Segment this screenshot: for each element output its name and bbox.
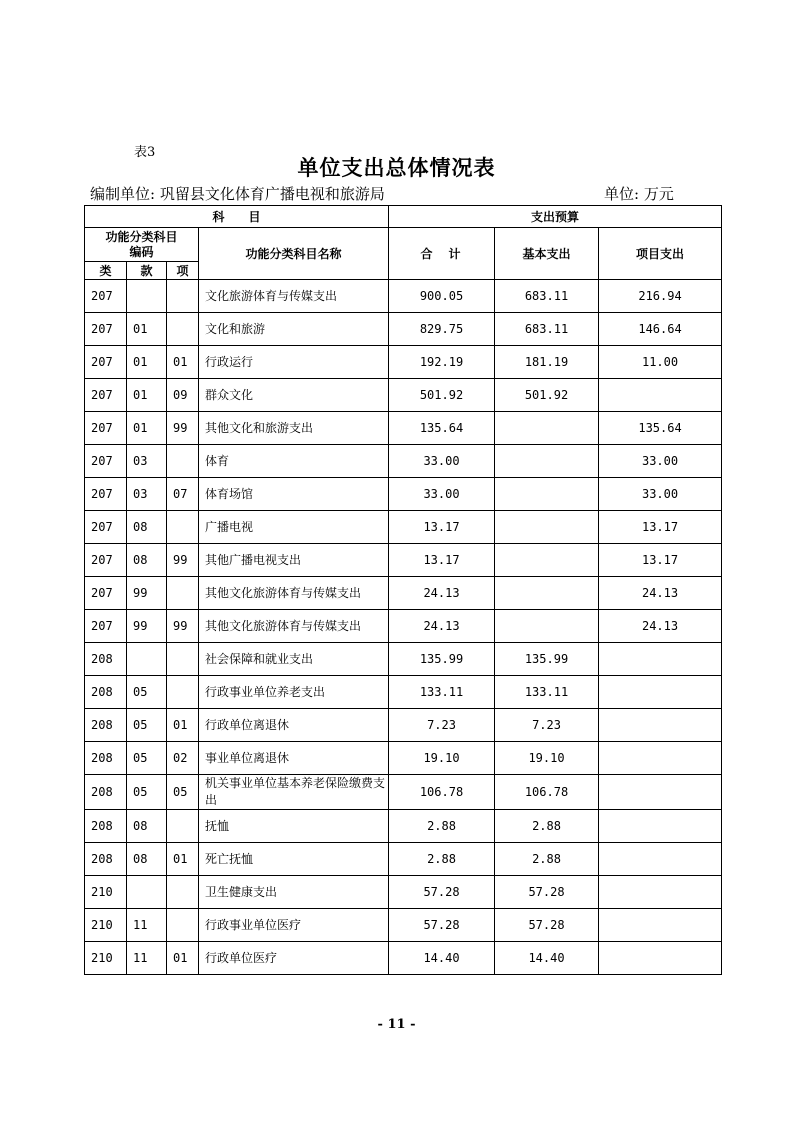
item-code-cell: 02 bbox=[167, 742, 199, 775]
basic-expenditure-cell: 683.11 bbox=[495, 313, 599, 346]
project-expenditure-cell bbox=[599, 843, 722, 876]
item-code-cell bbox=[167, 313, 199, 346]
item-code-cell: 01 bbox=[167, 942, 199, 975]
class-code-cell: 208 bbox=[85, 775, 127, 810]
section-code-cell: 01 bbox=[127, 313, 167, 346]
class-code-cell: 207 bbox=[85, 346, 127, 379]
project-expenditure-cell bbox=[599, 876, 722, 909]
table-label: 表3 bbox=[134, 145, 156, 160]
function-name-cell: 体育 bbox=[199, 445, 389, 478]
class-code-cell: 207 bbox=[85, 280, 127, 313]
function-name-cell: 行政单位医疗 bbox=[199, 942, 389, 975]
basic-expenditure-cell: 133.11 bbox=[495, 676, 599, 709]
table-row bbox=[85, 709, 722, 742]
class-code-cell: 207 bbox=[85, 478, 127, 511]
class-code-cell: 210 bbox=[85, 942, 127, 975]
section-code-cell: 08 bbox=[127, 810, 167, 843]
table-row bbox=[85, 346, 722, 379]
section-code-cell: 01 bbox=[127, 412, 167, 445]
class-code-cell: 208 bbox=[85, 742, 127, 775]
project-expenditure-cell: 146.64 bbox=[599, 313, 722, 346]
section-code-cell: 99 bbox=[127, 577, 167, 610]
section-code-cell: 99 bbox=[127, 610, 167, 643]
section-code-cell: 11 bbox=[127, 942, 167, 975]
function-name-cell: 机关事业单位基本养老保险缴费支出 bbox=[199, 775, 389, 810]
function-name-cell: 行政运行 bbox=[199, 346, 389, 379]
total-cell: 7.23 bbox=[389, 709, 495, 742]
project-expenditure-cell bbox=[599, 676, 722, 709]
class-code-cell: 208 bbox=[85, 676, 127, 709]
basic-expenditure-cell: 683.11 bbox=[495, 280, 599, 313]
project-expenditure-cell bbox=[599, 775, 722, 810]
total-cell: 2.88 bbox=[389, 810, 495, 843]
total-cell: 33.00 bbox=[389, 445, 495, 478]
total-cell: 106.78 bbox=[389, 775, 495, 810]
basic-expenditure-cell bbox=[495, 511, 599, 544]
section-code-cell: 08 bbox=[127, 544, 167, 577]
project-expenditure-cell: 11.00 bbox=[599, 346, 722, 379]
basic-expenditure-cell: 135.99 bbox=[495, 643, 599, 676]
item-code-cell bbox=[167, 676, 199, 709]
project-expenditure-cell: 33.00 bbox=[599, 445, 722, 478]
table-row bbox=[85, 610, 722, 643]
header-subject: 科 目 bbox=[85, 206, 389, 228]
function-name-cell: 事业单位离退休 bbox=[199, 742, 389, 775]
function-name-cell: 其他文化和旅游支出 bbox=[199, 412, 389, 445]
header-function-name: 功能分类科目名称 bbox=[199, 228, 389, 280]
table-row bbox=[85, 775, 722, 810]
section-code-cell: 05 bbox=[127, 676, 167, 709]
class-code-cell: 208 bbox=[85, 709, 127, 742]
expenditure-table bbox=[84, 205, 722, 975]
basic-expenditure-cell: 181.19 bbox=[495, 346, 599, 379]
basic-expenditure-cell: 2.88 bbox=[495, 843, 599, 876]
section-code-cell: 03 bbox=[127, 445, 167, 478]
class-code-cell: 210 bbox=[85, 876, 127, 909]
header-basic: 基本支出 bbox=[495, 228, 599, 280]
project-expenditure-cell bbox=[599, 742, 722, 775]
table-row bbox=[85, 511, 722, 544]
class-code-cell: 207 bbox=[85, 511, 127, 544]
item-code-cell bbox=[167, 909, 199, 942]
project-expenditure-cell bbox=[599, 909, 722, 942]
table-row bbox=[85, 412, 722, 445]
compiling-unit: 编制单位: 巩留县文化体育广播电视和旅游局 bbox=[90, 185, 385, 203]
total-cell: 2.88 bbox=[389, 843, 495, 876]
function-name-cell: 其他广播电视支出 bbox=[199, 544, 389, 577]
function-name-cell: 行政事业单位养老支出 bbox=[199, 676, 389, 709]
section-code-cell: 08 bbox=[127, 843, 167, 876]
table-row bbox=[85, 810, 722, 843]
function-name-cell: 文化和旅游 bbox=[199, 313, 389, 346]
header-section: 款 bbox=[127, 262, 167, 280]
table-row bbox=[85, 843, 722, 876]
function-name-cell: 死亡抚恤 bbox=[199, 843, 389, 876]
section-code-cell bbox=[127, 876, 167, 909]
total-cell: 829.75 bbox=[389, 313, 495, 346]
item-code-cell bbox=[167, 511, 199, 544]
project-expenditure-cell: 13.17 bbox=[599, 511, 722, 544]
class-code-cell: 207 bbox=[85, 379, 127, 412]
function-name-cell: 社会保障和就业支出 bbox=[199, 643, 389, 676]
project-expenditure-cell: 24.13 bbox=[599, 577, 722, 610]
section-code-cell bbox=[127, 280, 167, 313]
page-title: 单位支出总体情况表 bbox=[297, 156, 496, 180]
table-row bbox=[85, 676, 722, 709]
table-row bbox=[85, 577, 722, 610]
item-code-cell bbox=[167, 876, 199, 909]
class-code-cell: 210 bbox=[85, 909, 127, 942]
basic-expenditure-cell: 2.88 bbox=[495, 810, 599, 843]
header-expenditure-budget: 支出预算 bbox=[389, 206, 722, 228]
total-cell: 135.64 bbox=[389, 412, 495, 445]
table-row bbox=[85, 445, 722, 478]
basic-expenditure-cell bbox=[495, 478, 599, 511]
header-item: 项 bbox=[167, 262, 199, 280]
basic-expenditure-cell bbox=[495, 412, 599, 445]
total-cell: 501.92 bbox=[389, 379, 495, 412]
table-row bbox=[85, 942, 722, 975]
table-row bbox=[85, 742, 722, 775]
class-code-cell: 208 bbox=[85, 643, 127, 676]
basic-expenditure-cell bbox=[495, 577, 599, 610]
basic-expenditure-cell bbox=[495, 544, 599, 577]
class-code-cell: 207 bbox=[85, 544, 127, 577]
item-code-cell: 01 bbox=[167, 709, 199, 742]
project-expenditure-cell bbox=[599, 709, 722, 742]
total-cell: 135.99 bbox=[389, 643, 495, 676]
class-code-cell: 207 bbox=[85, 577, 127, 610]
class-code-cell: 207 bbox=[85, 313, 127, 346]
section-code-cell: 11 bbox=[127, 909, 167, 942]
project-expenditure-cell bbox=[599, 643, 722, 676]
table-row bbox=[85, 909, 722, 942]
table-row bbox=[85, 544, 722, 577]
function-name-cell: 文化旅游体育与传媒支出 bbox=[199, 280, 389, 313]
function-name-cell: 行政事业单位医疗 bbox=[199, 909, 389, 942]
item-code-cell bbox=[167, 810, 199, 843]
header-total: 合 计 bbox=[389, 228, 495, 280]
section-code-cell: 05 bbox=[127, 775, 167, 810]
function-name-cell: 其他文化旅游体育与传媒支出 bbox=[199, 577, 389, 610]
total-cell: 19.10 bbox=[389, 742, 495, 775]
item-code-cell: 99 bbox=[167, 544, 199, 577]
total-cell: 13.17 bbox=[389, 544, 495, 577]
section-code-cell: 05 bbox=[127, 742, 167, 775]
project-expenditure-cell bbox=[599, 942, 722, 975]
function-name-cell: 其他文化旅游体育与传媒支出 bbox=[199, 610, 389, 643]
item-code-cell: 99 bbox=[167, 412, 199, 445]
basic-expenditure-cell bbox=[495, 445, 599, 478]
class-code-cell: 207 bbox=[85, 610, 127, 643]
project-expenditure-cell: 13.17 bbox=[599, 544, 722, 577]
total-cell: 33.00 bbox=[389, 478, 495, 511]
project-expenditure-cell bbox=[599, 379, 722, 412]
class-code-cell: 208 bbox=[85, 810, 127, 843]
project-expenditure-cell: 216.94 bbox=[599, 280, 722, 313]
header-class: 类 bbox=[85, 262, 127, 280]
item-code-cell: 99 bbox=[167, 610, 199, 643]
total-cell: 57.28 bbox=[389, 909, 495, 942]
section-code-cell: 05 bbox=[127, 709, 167, 742]
table-row bbox=[85, 379, 722, 412]
item-code-cell bbox=[167, 643, 199, 676]
table-row bbox=[85, 876, 722, 909]
table-row bbox=[85, 643, 722, 676]
item-code-cell: 01 bbox=[167, 843, 199, 876]
function-name-cell: 群众文化 bbox=[199, 379, 389, 412]
basic-expenditure-cell: 19.10 bbox=[495, 742, 599, 775]
project-expenditure-cell bbox=[599, 810, 722, 843]
section-code-cell bbox=[127, 643, 167, 676]
total-cell: 14.40 bbox=[389, 942, 495, 975]
basic-expenditure-cell: 501.92 bbox=[495, 379, 599, 412]
project-expenditure-cell: 33.00 bbox=[599, 478, 722, 511]
project-expenditure-cell: 135.64 bbox=[599, 412, 722, 445]
function-name-cell: 体育场馆 bbox=[199, 478, 389, 511]
total-cell: 900.05 bbox=[389, 280, 495, 313]
table-row bbox=[85, 280, 722, 313]
basic-expenditure-cell: 14.40 bbox=[495, 942, 599, 975]
section-code-cell: 08 bbox=[127, 511, 167, 544]
unit-label: 单位: 万元 bbox=[604, 185, 674, 203]
table-row bbox=[85, 478, 722, 511]
function-name-cell: 抚恤 bbox=[199, 810, 389, 843]
total-cell: 57.28 bbox=[389, 876, 495, 909]
basic-expenditure-cell bbox=[495, 610, 599, 643]
item-code-cell: 05 bbox=[167, 775, 199, 810]
total-cell: 24.13 bbox=[389, 577, 495, 610]
item-code-cell: 09 bbox=[167, 379, 199, 412]
item-code-cell: 07 bbox=[167, 478, 199, 511]
project-expenditure-cell: 24.13 bbox=[599, 610, 722, 643]
basic-expenditure-cell: 106.78 bbox=[495, 775, 599, 810]
item-code-cell bbox=[167, 445, 199, 478]
section-code-cell: 01 bbox=[127, 346, 167, 379]
function-name-cell: 广播电视 bbox=[199, 511, 389, 544]
section-code-cell: 03 bbox=[127, 478, 167, 511]
item-code-cell bbox=[167, 280, 199, 313]
item-code-cell: 01 bbox=[167, 346, 199, 379]
basic-expenditure-cell: 57.28 bbox=[495, 909, 599, 942]
section-code-cell: 01 bbox=[127, 379, 167, 412]
total-cell: 133.11 bbox=[389, 676, 495, 709]
item-code-cell bbox=[167, 577, 199, 610]
class-code-cell: 207 bbox=[85, 445, 127, 478]
function-name-cell: 行政单位离退休 bbox=[199, 709, 389, 742]
class-code-cell: 207 bbox=[85, 412, 127, 445]
basic-expenditure-cell: 7.23 bbox=[495, 709, 599, 742]
basic-expenditure-cell: 57.28 bbox=[495, 876, 599, 909]
page-number: - 11 - bbox=[377, 1017, 416, 1032]
total-cell: 13.17 bbox=[389, 511, 495, 544]
table-row bbox=[85, 313, 722, 346]
header-project: 项目支出 bbox=[599, 228, 722, 280]
total-cell: 24.13 bbox=[389, 610, 495, 643]
class-code-cell: 208 bbox=[85, 843, 127, 876]
header-function-code: 功能分类科目编码 bbox=[85, 228, 199, 262]
function-name-cell: 卫生健康支出 bbox=[199, 876, 389, 909]
total-cell: 192.19 bbox=[389, 346, 495, 379]
